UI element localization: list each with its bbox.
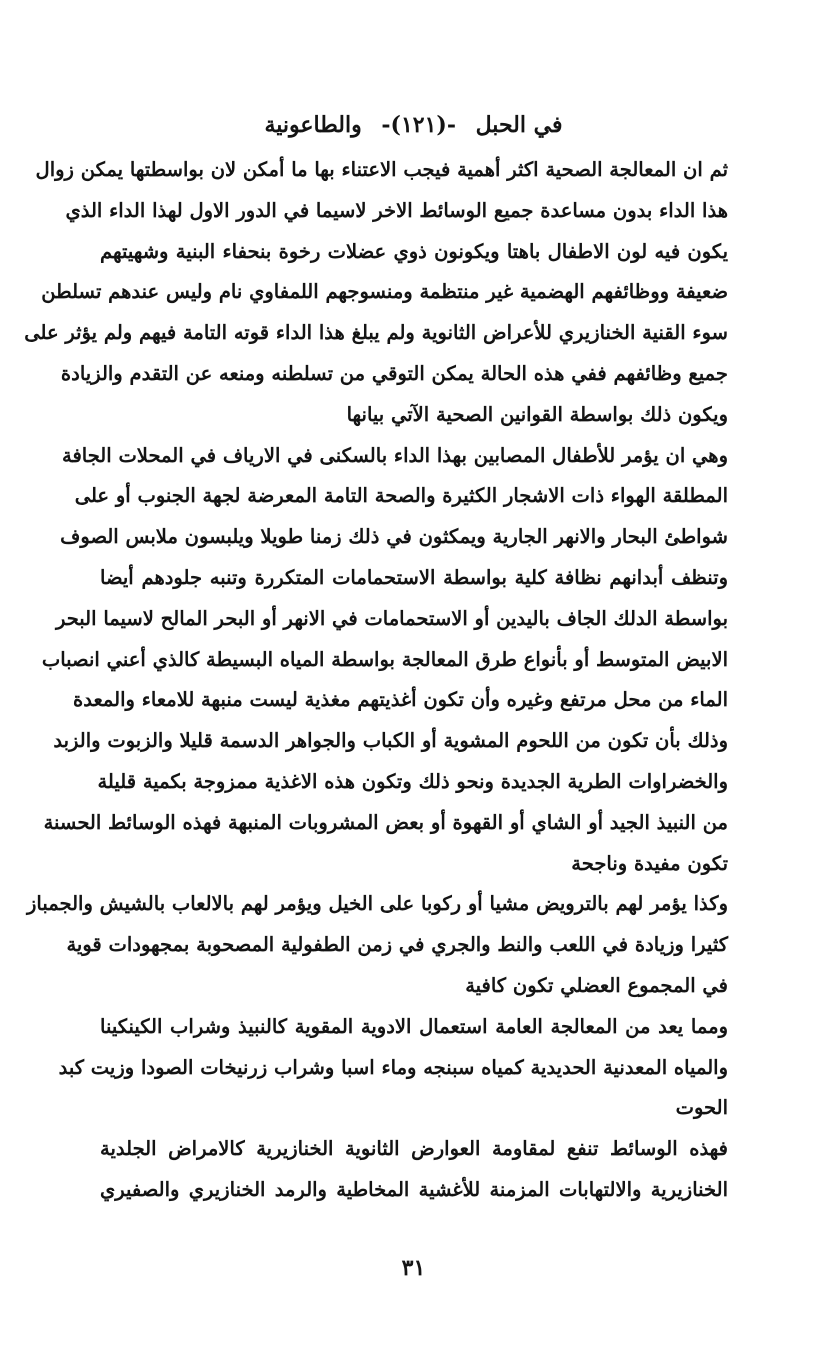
header-left-text: والطاعونية (264, 112, 362, 138)
text-line: في المجموع العضلي تكون كافية (465, 973, 728, 997)
text-line: وهي ان يؤمر للأطفال المصابين بهذا الداء بالسكنى في الارياف في المحلات الجافة (62, 443, 728, 467)
page-number: ۳۱ (401, 1255, 426, 1281)
text-line: الخنازيرية والالتهابات المزمنة للأغشية المخاطية والرمد الخنازيري والصفيري (100, 1177, 728, 1201)
text-line: ضعيفة ووظائفهم الهضمية غير منتظمة ومنسوجهم اللمفاوي نام وليس عندهم تسلطن (41, 280, 728, 304)
text-line: الحوت (675, 1096, 728, 1120)
text-line: وذلك بأن تكون من اللحوم المشوية أو الكباب والجواهر الدسمة قليلا والزبوت والزبد (53, 729, 728, 753)
text-line: فهذه الوسائط تنفع لمقاومة العوارض الثانوية الخنازيرية كالامراض الجلدية (100, 1137, 728, 1161)
text-line: يكون فيه لون الاطفال باهتا ويكونون ذوي عضلات رخوة بنحفاء البنية وشهيتهم (100, 239, 728, 263)
text-line: سوء القنية الخنازيري للأعراض الثانوية ولم يبلغ هذا الداء قوته التامة فيهم ولم يؤثر على (24, 321, 728, 345)
text-line: تكون مفيدة وناجحة (571, 851, 728, 875)
text-line: والخضراوات الطرية الجديدة ونحو ذلك وتكون هذه الاغذية ممزوجة بكمية قليلة (97, 769, 728, 793)
text-line: جميع وظائفهم ففي هذه الحالة يمكن التوقي من تسلطنه ومنعه عن التقدم والزيادة (60, 361, 728, 385)
text-line: وكذا يؤمر لهم بالترويض مشيا أو ركوبا على الخيل ويؤمر لهم بالالعاب بالشيش والجمباز (27, 892, 728, 916)
text-line: شواطئ البحار والانهر الجارية ويمكثون في ذلك زمنا طويلا ويلبسون ملابس الصوف (60, 525, 728, 549)
text-line: ومما يعد من المعالجة العامة استعمال الادوية المقوية كالنبيذ وشراب الكينكينا (100, 1014, 728, 1038)
text-line: الابيض المتوسط أو بأنواع طرق المعالجة بواسطة المياه البسيطة كالذي أعني انصباب (41, 647, 728, 671)
header-page-marker: -(۱۲۱)- (381, 112, 456, 138)
text-line: كثيرا وزيادة في اللعب والنط والجري في زمن الطفولية المصحوبة بمجهودات قوية (66, 933, 728, 957)
text-line: والمياه المعدنية الحديدية كمياه سبنجه وماء اسبا وشراب زرنيخات الصودا وزيت كبد (58, 1055, 728, 1079)
text-line: بواسطة الدلك الجاف باليدين أو الاستحمامات في الانهر أو البحر المالح لاسيما البحر (55, 606, 728, 630)
text-line: وتنظف أبدانهم نظافة كلية بواسطة الاستحمامات المتكررة وتنبه جلودهم أيضا (100, 565, 728, 589)
text-line: الماء من محل مرتفع وغيره وأن تكون أغذيتهم مغذية ليست منبهة للامعاء والمعدة (73, 688, 728, 712)
page-header (0, 112, 827, 138)
text-line: ثم ان المعالجة الصحية اكثر أهمية فيجب الاعتناء بها ما أمكن لان بواسطتها يمكن زوال (35, 158, 728, 181)
header-right-text: في الحبل (475, 112, 563, 138)
text-line: ويكون ذلك بواسطة القوانين الصحية الآتي بيانها (346, 402, 728, 426)
text-line: المطلقة الهواء ذات الاشجار الكثيرة والصحة التامة المعرضة لجهة الجنوب أو على (74, 484, 728, 508)
body-text (24, 150, 728, 1211)
text-line: هذا الداء بدون مساعدة جميع الوسائط الاخر لاسيما في الدور الاول لهذا الداء الذي (65, 198, 728, 222)
text-line: من النبيذ الجيد أو الشاي أو القهوة أو بعض المشروبات المنبهة فهذه الوسائط الحسنة (43, 810, 728, 834)
